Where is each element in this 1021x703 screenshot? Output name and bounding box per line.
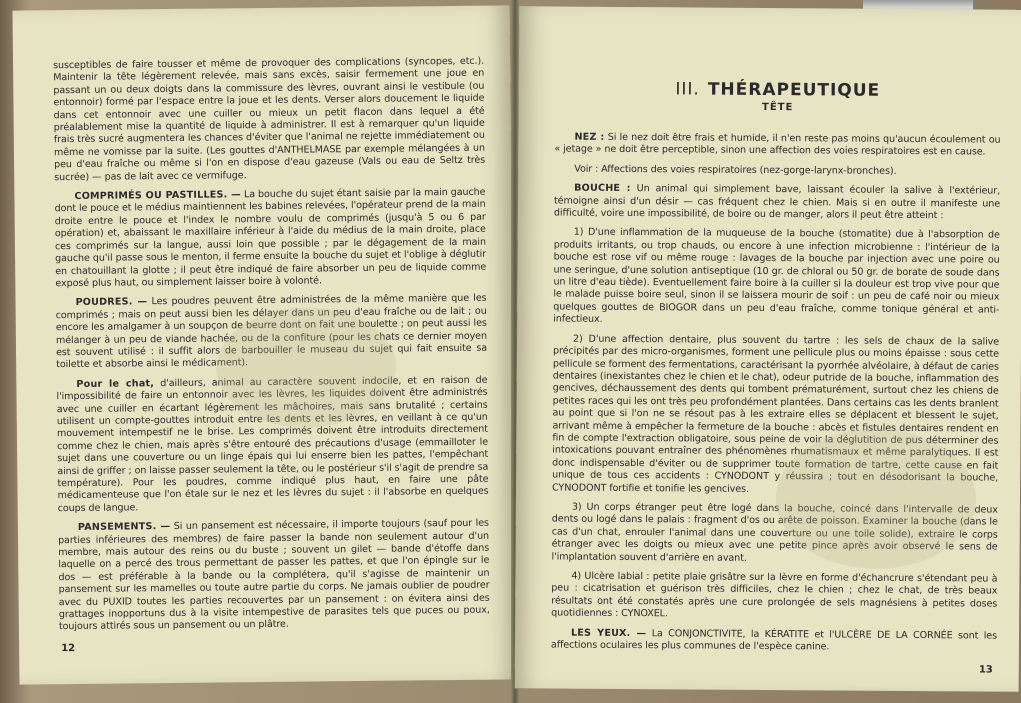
paragraph-lead: BOUCHE : [574,182,631,195]
paragraph-comprimes: COMPRIMÉS OU PASTILLES. — La bouche du sujet étant saisie par la main gauche dont le pouce et le médius maintiennent les babines relevées, l'opérateur prend de la main droite entre le pouce et l'index le nombre voulu de comprimés (jusqu'à 5 ou 6 par opération) et, abaissant le maxillaire inférieur à l'aide du médius de la main droite, place ces comprimés sur la langue, aussi loin que possible ; par le dégagement de la main gauche qu'il passe sous le menton, il ferme ensuite la bouche du sujet et l'oblige à déglutir en chatouillant la glotte ; il peut être indiqué de faire absorber un peu de liquide comme exposé plus haut, ou simplement laisser boire à volonté. [54,186,487,290]
paragraph-chat: Pour le chat, d'ailleurs, animal au caractère souvent indocile, et en raison de l'impossibilité de faire un entonnoir avec les lèvres, les liquides doivent être administrés avec une cuiller en écartant légèrement les mâchoires, mais sans brutalité ; certains utilisent un compte-gouttes introduit entre les dents et les lèvres, en veillant à ce qu'un mouvement intempestif ne le brise. Les comprimés doivent être introduits directement comme chez le chien, mais après s'être entouré des précautions d'usage (emmailloter le sujet dans une couverture ou un linge épais qui lui enserre bien les pattes, l'empêchant ainsi de griffer ; on laisse passer seulement la tête, ou le postérieur s'il s'agit de prendre sa température). Pour les poudres, comme indiqué plus haut, en faire une pâte médicamenteuse que l'on étale sur le nez et les lèvres du sujet : il l'absorbe en quelques coups de langue. [56,374,489,514]
paragraph-ulcere: 4) Ulcère labial : petite plaie grisâtre sur la lèvre en forme d'échancrure s'étendant peu à peu : cicatrisation et guérison très difficiles, chez le chien ; chez le chat, de très beaux résultats ont été constatés après une cure prolongée de sels magnésiens à petites doses quotidiennes : CYNOXEL. [551,570,998,620]
paragraph-nez: NEZ : Si le nez doit être frais et humide, il n'en reste pas moins qu'aucun écoulement ou « jetage » ne doit être perceptible, sinon une affection des voies respiratoires est en cause. [554,131,1001,158]
left-page [12,5,516,684]
paragraph-lead: PANSEMENTS. — [77,521,171,534]
paragraph-lead: COMPRIMÉS OU PASTILLES. — [74,189,241,203]
paragraph-yeux: LES YEUX. — La CONJONCTIVITE, la KÉRATITE et l'ULCÈRE DE LA CORNÉE sont les affections oculaires les plus communes de l'espèce canine. [550,627,998,653]
paragraph-voir: Voir : Affections des voies respiratoires (nez-gorge-larynx-bronches). [574,163,897,177]
page-number: 12 [61,643,76,655]
paragraph-corps-etranger: 3) Un corps étranger peut être logé dans la bouche, coincé dans l'intervalle de deux dents ou logé dans le palais : fragment d'os ou arête de poisson. Examiner la bouche (dans le cas d'un chat, enrouler l'animal dans une couverture ou une toile solide), extraire le corps étranger avec les doigts ou mieux avec une petite pince après avoir observé le sens de l'implantation souvent d'arrière en avant. [551,501,998,564]
right-page [515,6,1021,692]
section-title: TÊTE [761,101,794,114]
chapter-title: THÉRAPEUTIQUE [707,79,881,101]
paragraph-stomatite: 1) D'une inflammation de la muqueuse de la bouche (stomatite) due à l'absorption de produits irritants, ou trop chauds, ou encore à une infection microbienne : l'intérieur de la bouche est rose vif ou même rouge : lavages de la bouche par injection avec une poire ou une seringue, d'une solution antiseptique (10 gr. de chloral ou 50 gr. de borate de soude dans un litre d'eau tiède). Eventuellement faire boire à la cuiller si la douleur est trop vive pour que le malade puisse boire seul, sinon il se laissera mourir de soif : un peu de café noir ou mieux quelques gouttes de BIOGOR dans un peu d'eau fraîche, comme tonique général et anti-infectieux. [553,227,1000,326]
chapter-heading [555,78,1001,101]
paragraph-lead: NEZ : [574,131,605,143]
paragraph-lead: LES YEUX. — [570,627,647,639]
paragraph-lead: Pour le chat, [76,377,155,390]
paragraph-poudres: POUDRES. — Les poudres peuvent être administrées de la même manière que les comprimés ; mais on peut aussi bien les délayer dans un peu d'eau fraîche ou de lait ; ou encore les amalgamer à un soupçon de beurre dont on fait une boulette ; on peut aussi les mélanger à un peu de viande hachée, ou de la confiture (pour les chats ce dernier moyen est souvent utilisé : il suffit alors de barbouiller le museau du sujet qui fait ensuite sa toilette et absorbe ainsi le médicament). [55,292,488,371]
chapter-number: III. [675,79,700,100]
paragraph-pansements: PANSEMENTS. — Si un pansement est nécessaire, il importe toujours (sauf pour les parties inférieures des membres) de faire passer la bande non seulement autour d'un membre, mais autour des reins ou du buste ; souvent un gilet — bande d'étoffe dans laquelle on a percé des trous permettant de passer les pattes, et que l'on épingle sur le dos — est préférable à la bande ou la complétera, qu'il s'agisse de maintenir un pansement sur les mamelles ou toute autre partie du corps. Ne jamais oublier de poudrer avec du PUXID toutes les parties recouvertes par un pansement : on évitera ainsi des grattages inopportuns dus à la visite intempestive de parasites tels que puces ou poux, toujours attirés sous un pansement ou un plâtre. [57,517,490,633]
paragraph-bouche: BOUCHE : Un animal qui simplement bave, laissant écouler la salive à l'extérieur, témoigne ainsi d'un désir — cas fréquent chez le chien. Mais si en outre il manifeste une difficulté, voire une impossibilité, de boire ou de manger, alors il peut être atteint : [553,182,1001,222]
paragraph-tartre: 2) D'une affection dentaire, plus souvent du tartre : les sels de chaux de la salive précipités par des micro-organismes, forment une pellicule plus ou moins épaisse : sous cette pellicule se forment des fermentations, caractérisant la pyorrhée alvéolaire, à défaut de caries dentaires (inexistantes chez le chien et le chat), odeur putride de la bouche, inflammation des gencives, déchaussement des dents qui tombent prématurément, surtout chez les chiens de petites races qui les ont très peu profondément plantées. Dans certains cas les dents branlent au point que si l'on ne se résout pas à les extraire elles se déplacent et blessent le sujet, arrivant même à empêcher la fermeture de la bouche : abcès et fistules dentaires rendent en fin de compte l'extraction obligatoire, sous peine de voir la déglutition de pus déterminer des intoxications pouvant entraîner des phénomènes rhumatismaux et même paralytiques. Il est donc indispensable d'éviter ou de supprimer toute formation de tartre, cette cause en fait unique de tous ces accidents : CYNODONT y réussira ; tout en désodorisant la bouche, CYNODONT fortifie et tonifie les gencives. [551,333,1000,495]
paper-stain [775,428,976,569]
page-number: 13 [978,664,993,676]
paragraph-lead: POUDRES. — [75,296,148,309]
paragraph-intro: susceptibles de faire tousser et même de provoquer des complications (syncopes, etc.). Maintenir la tête légèrement relevée, mais sans excès, saisir fermement une joue en passant un ou deux doigts dans la commissure des lèvres, ouvrant ainsi le vestibule (ou entonnoir) formé par l'espace entre la joue et les dents. Verser alors doucement le liquide dans cet entonnoir avec une cuiller ou mieux un petit flacon dans lequel a été préalablement mise la quantité de liquide à administrer. Il est à remarquer qu'un liquide frais très sucré augmentera les chances d'éviter que l'animal ne rejette immédiatement ou même ne vomisse par la suite. (Les gouttes d'ANTHELMASE par exemple mélangées à un peu d'eau fraîche ou même si l'on en dispose d'eau gazeuse (Vals ou eau de Seltz très sucrée) — pas de lait avec ce vermifuge. [53,55,486,183]
